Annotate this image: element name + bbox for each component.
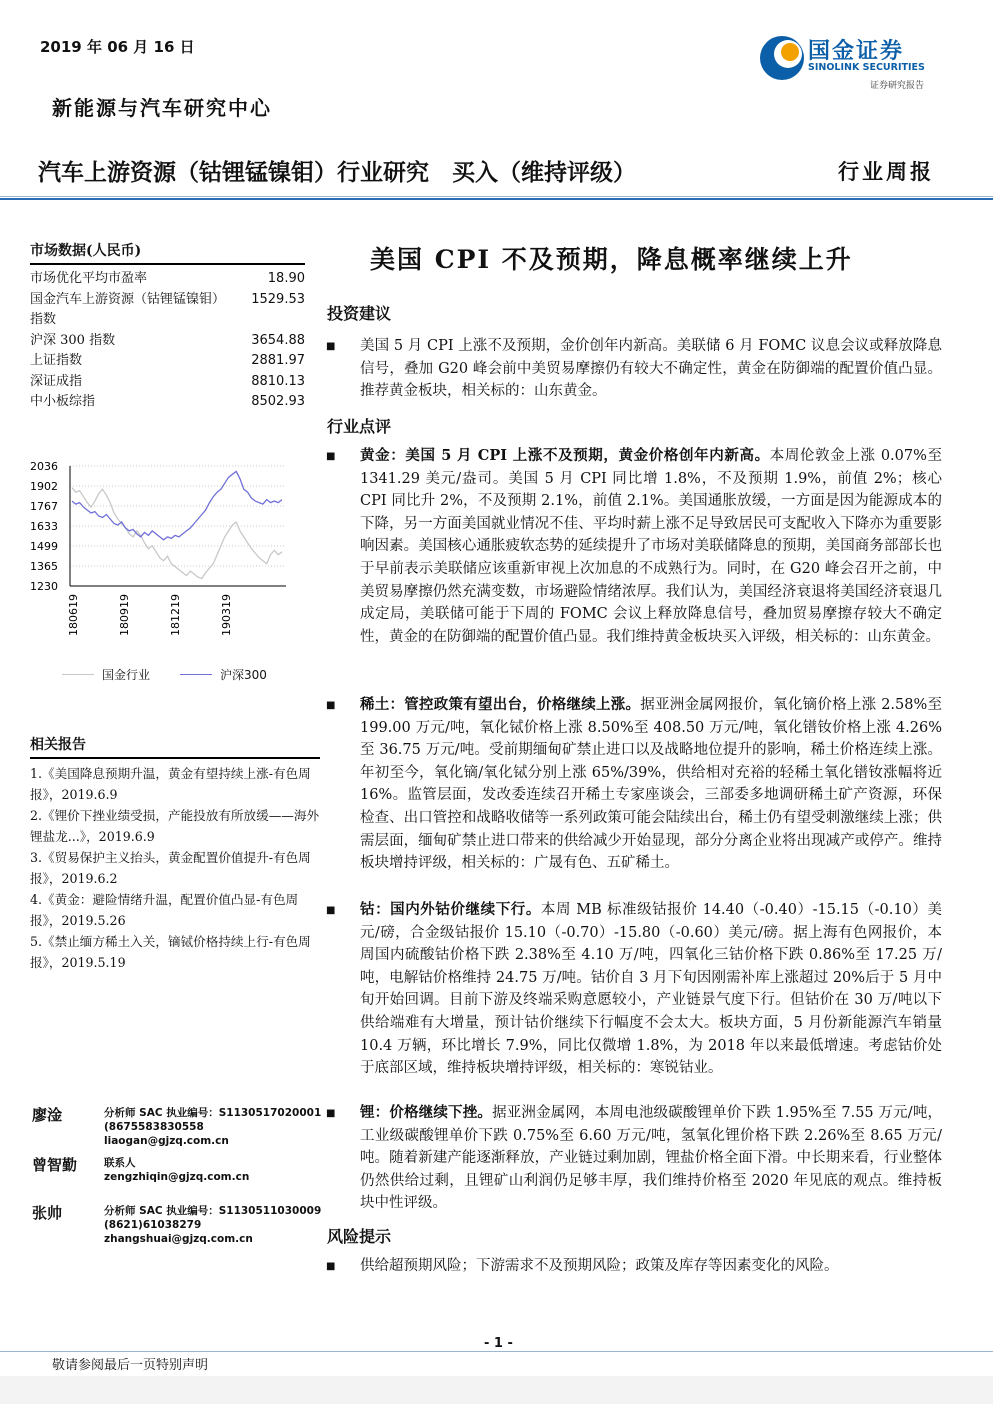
legend-label-hs300: 沪深300 [220, 668, 267, 682]
analyst-info [104, 1204, 321, 1246]
analyst-name: 廖淦 [32, 1106, 63, 1124]
market-row-value: 2881.97 [251, 353, 305, 368]
series-line-1 [72, 471, 282, 539]
market-row-label: 沪深 300 指数 [30, 332, 116, 348]
gold-text: 本周伦敦金上涨 0.07%至 1341.29 美元/盎司。美国 5 月 CPI 同比增 1.8%，不及预期 1.9%，前值 2%；核心 CPI 同比升 2%，不及预期 2.1%，前值 2.1%。美国通胀放缓，一方面是因为能源成本的下降，另一方面美国就业情况不佳、平均时薪上涨不足导致居民可支配收入下降亦为重要影响因素。美国核心通胀疲软态势的延续提升了市场对美联储降息的预期，美国商务部部长也于早前表示美联储应该重新审视上次加息的不成熟行为。同时，在 G20 峰会召开之前，中美贸易摩擦仍然充满变数，市场避险情绪浓厚。我们认为，美国经济衰退将美国经济衰退几成定局，美联储可能于下周的 FOMC 会议上释放降息信号，叠加贸易摩擦存较大不确定性，黄金的在防御端的配置价值凸显。我们维持黄金板块买入评级，相关标的：山东黄金。 [360, 448, 942, 645]
lithium-lead: 锂：价格继续下挫。 [360, 1104, 493, 1121]
market-row-label: 中小板综指 [30, 394, 96, 409]
report-item: 3.《贸易保护主义抬头，黄金配置价值提升-有色周报》，2019.6.2 [30, 850, 311, 886]
analyst-email: liaogan@gjzq.com.cn [104, 1135, 229, 1147]
market-row [30, 372, 305, 393]
x-tick-label: 180919 [118, 594, 131, 636]
report-title: 汽车上游资源（钴锂锰镍钼）行业研究 买入（维持评级） [38, 160, 636, 186]
analyst-sac: 分析师 SAC 执业编号：S1130511030009 [104, 1205, 322, 1217]
legend-line-hs300 [180, 674, 212, 675]
analyst-name: 张帅 [32, 1204, 63, 1222]
market-row-value: 18.90 [267, 271, 305, 286]
research-center: 新能源与汽车研究中心 [52, 96, 272, 120]
analyst-role: 联系人 [104, 1157, 136, 1169]
section-review: 行业点评 [327, 417, 392, 436]
x-tick-label: 190319 [220, 594, 233, 636]
analyst-name: 曾智勤 [32, 1156, 78, 1174]
market-row-value: 8502.93 [251, 394, 305, 409]
bullet-icon: ■ [326, 1261, 336, 1272]
bullet-icon: ■ [326, 451, 336, 462]
bullet-icon: ■ [326, 700, 336, 711]
logo-text-cn: 国金证券 [808, 39, 905, 64]
market-data-heading: 市场数据(人民币) [30, 240, 305, 265]
bullet-icon: ■ [326, 905, 336, 916]
market-row [30, 351, 305, 372]
market-row-value: 8810.13 [251, 373, 305, 389]
bullet-icon: ■ [326, 341, 336, 352]
related-reports-heading: 相关报告 [30, 734, 320, 759]
legend-line-industry [62, 674, 94, 675]
gold-paragraph [360, 445, 942, 648]
headline: 美国 CPI 不及预期，降息概率继续上升 [370, 245, 853, 274]
analyst-info [104, 1156, 249, 1184]
y-tick-label: 1365 [30, 560, 58, 573]
market-row [30, 269, 305, 290]
cobalt-paragraph [360, 899, 942, 1080]
cobalt-text: 本周 MB 标准级钴报价 14.40（-0.40）-15.15（-0.10）美元/磅，合金级钴报价 15.10（-0.70）-15.80（-0.60）美元/磅。据上海有色网报价，本周国内硫酸钴价格下跌 2.38%至 4.10 万/吨，四氧化三钴价格下跌 0.86%至 17.25 万/吨，电解钴价格维持 24.75 万/吨。钴价自 3 月下旬因刚需补库上涨超过 20%后于 5 月中旬开始回调。目前下游及终端采购意愿较小，产业链景气度下行。但钴价在 30 万/吨以下供给端难有大增量，预计钴价继续下行幅度不会太大。板块方面，5 月份新能源汽车销量 10.4 万辆，环比增长 7.9%，同比仅微增 1.8%，为 2018 年以来最低增速。考虑钴价处于底部区域，维持板块增持评级，相关标的：寒锐钴业。 [360, 902, 942, 1077]
gold-lead: 黄金：美国 5 月 CPI 上涨不及预期，黄金价格创年内新高。 [360, 447, 770, 464]
market-row [30, 392, 305, 413]
report-type: 行业周报 [838, 159, 934, 184]
index-chart [30, 456, 300, 656]
report-item: 4.《黄金：避险情绪升温，配置价值凸显-有色周报》，2019.5.26 [30, 892, 299, 928]
logo-subtitle: 证券研究报告 [870, 81, 925, 91]
market-row-label: 上证指数 [30, 353, 83, 368]
header-divider [0, 198, 993, 200]
invest-paragraph: 美国 5 月 CPI 上涨不及预期，金价创年内新高。美联储 6 月 FOMC 议息会议或释放降息信号，叠加 G20 峰会前中美贸易摩擦仍有较大不确定性，黄金在防御端的配置价值凸显。推荐黄金板块，相关标的：山东黄金。 [360, 338, 942, 400]
sinolink-logo-icon [758, 32, 806, 84]
page-number: - 1 - [484, 1336, 513, 1351]
analyst-phone: (8621)61038279 [104, 1219, 202, 1231]
market-data-panel [30, 240, 305, 413]
analyst-email: zhangshuai@gjzq.com.cn [104, 1233, 253, 1245]
lithium-paragraph [360, 1102, 942, 1215]
rare-earth-text: 据亚洲金属网报价，氧化镝价格上涨 2.58%至 199.00 万元/吨，氧化铽价格上涨 8.50%至 408.50 万元/吨，氧化镨钕价格上涨 4.26%至 36.75 万元/吨。受前期缅甸矿禁止进口以及战略地位提升的影响，稀土价格连续上涨。年初至今，氧化镝/氧化铽分别上涨 65%/39%，供给相对充裕的轻稀土氧化镨钕涨幅将近 16%。监管层面，发改委连续召开稀土专家座谈会，三部委多地调研稀土矿产资源，环保检查、出口管控和战略收储等一系列政策可能会陆续出台，稀土仍有望受刺激继续上涨；供需层面，缅甸矿禁止进口带来的供给减少开始显现，部分分离企业将出现减产或停产。维持板块增持评级，相关标的：广晟有色、五矿稀土。 [360, 697, 943, 872]
footer-band [0, 1376, 993, 1404]
market-row-label: 国金汽车上游资源（钴锂锰镍钼）指数 [30, 291, 226, 327]
series-line-0 [72, 488, 282, 579]
analyst-email: zengzhiqin@gjzq.com.cn [104, 1171, 250, 1183]
y-tick-label: 1902 [30, 480, 58, 493]
rare-earth-paragraph [360, 694, 942, 875]
y-tick-label: 2036 [30, 460, 58, 473]
y-tick-label: 1230 [30, 580, 58, 593]
market-row [30, 290, 305, 331]
section-risk: 风险提示 [327, 1227, 392, 1246]
x-tick-label: 181219 [169, 594, 182, 636]
market-row-value: 3654.88 [251, 332, 305, 348]
logo-text-en: SINOLINK SECURITIES [808, 62, 925, 73]
rare-earth-lead: 稀土：管控政策有望出台，价格继续上涨。 [360, 696, 641, 713]
related-reports [30, 734, 320, 973]
header-divider-thin [0, 196, 993, 197]
market-row-value: 1529.53 [251, 291, 305, 307]
cobalt-lead: 钴：国内外钴价继续下行。 [360, 901, 541, 918]
chart-legend [62, 666, 267, 683]
report-item: 2.《锂价下挫业绩受损，产能投放有所放缓——海外锂盐龙...》，2019.6.9 [30, 808, 320, 844]
bullet-icon: ■ [326, 1108, 336, 1119]
report-item: 5.《禁止缅方稀土入关，镝铽价格持续上行-有色周报》，2019.5.19 [30, 934, 311, 970]
x-tick-label: 180619 [67, 594, 80, 636]
report-date: 2019 年 06 月 16 日 [40, 38, 195, 56]
analyst-info [104, 1106, 321, 1148]
market-row-label: 深证成指 [30, 373, 83, 389]
legend-label-industry: 国金行业 [102, 668, 151, 682]
y-tick-label: 1499 [30, 540, 58, 553]
analyst-phone: (8675583830558 [104, 1121, 204, 1133]
risk-paragraph: 供给超预期风险；下游需求不及预期风险；政策及库存等因素变化的风险。 [360, 1258, 839, 1274]
footer-disclaimer: 敬请参阅最后一页特别声明 [52, 1358, 209, 1373]
y-tick-label: 1767 [30, 500, 58, 513]
lithium-text: 据亚洲金属网，本周电池级碳酸锂单价下跌 1.95%至 7.55 万元/吨，工业级碳酸锂单价下跌 0.75%至 6.60 万元/吨，氢氧化锂价格下跌 2.26%至 8.65 万元/吨。随着新建产能逐渐释放，产业链过剩加剧，锂盐价格全面下滑。中长期来看，行业整体仍然供给过剩，且锂矿山利润仍足够丰厚，我们维持价格至 2020 年见底的观点。维持板块中性评级。 [360, 1105, 943, 1212]
market-row [30, 331, 305, 352]
footer-divider [0, 1351, 993, 1352]
report-item: 1.《美国降息预期升温，黄金有望持续上涨-有色周报》，2019.6.9 [30, 766, 311, 802]
market-row-label: 市场优化平均市盈率 [30, 271, 148, 286]
y-tick-label: 1633 [30, 520, 58, 533]
section-invest: 投资建议 [327, 304, 392, 323]
analyst-sac: 分析师 SAC 执业编号：S1130517020001 [104, 1107, 322, 1119]
